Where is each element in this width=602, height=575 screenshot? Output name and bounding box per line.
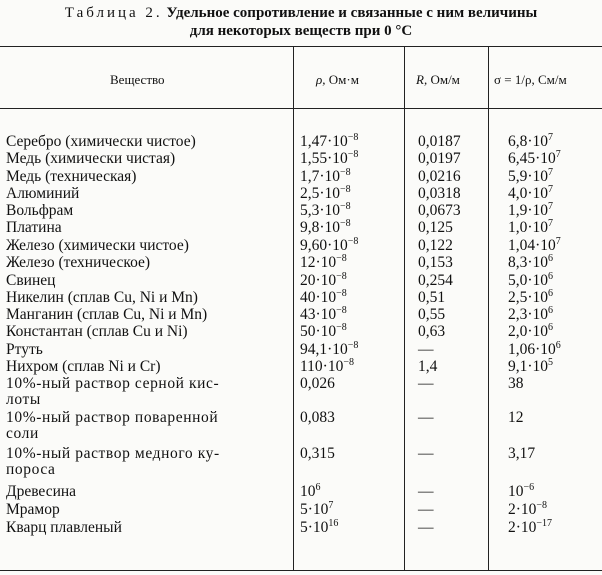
rho-value: 9,8·10 [300, 219, 341, 236]
substance-cell [6, 255, 290, 271]
column-divider-2 [404, 46, 405, 570]
substance-text: 10%-ный раствор поваренной [6, 409, 219, 426]
sigma-value: 2,3·10 [508, 306, 549, 323]
sigma-value: 1,9·10 [508, 202, 549, 219]
sigma-cell [508, 321, 554, 340]
rho-cell [300, 356, 354, 375]
r-cell: 0,0216 [418, 168, 461, 185]
substance-text: лоты [6, 391, 41, 408]
sigma-value: 1,06·10 [508, 341, 556, 358]
substance-cell [6, 484, 290, 500]
sigma-value: 2,0·10 [508, 323, 549, 340]
substance-text: Свинец [6, 272, 56, 289]
rho-cell [300, 183, 351, 202]
sigma-cell [508, 287, 554, 306]
sigma-cell [508, 339, 561, 358]
sigma-value: 1,0·10 [508, 219, 549, 236]
sigma-cell [508, 166, 554, 185]
rho-exponent: −8 [336, 321, 347, 333]
sigma-value: 4,0·10 [508, 185, 549, 202]
substance-text: Вольфрам [6, 202, 74, 219]
table-title-line1: Удельное сопротивление и связанные с ним величины [166, 5, 538, 21]
r-cell: — [418, 519, 434, 536]
rho-exponent: −8 [340, 183, 351, 195]
sigma-value: 2·10 [508, 501, 537, 518]
header-rho [316, 72, 359, 88]
sigma-cell [508, 410, 524, 426]
bottom-rule [0, 570, 602, 571]
rho-cell [300, 446, 335, 462]
sigma-cell [508, 270, 554, 289]
substance-text: Медь (химически чистая) [6, 150, 176, 167]
rho-value: 9,60·10 [300, 237, 348, 254]
sigma-cell [508, 481, 535, 500]
sigma-cell [508, 217, 554, 236]
substance-cell [6, 238, 290, 254]
rho-value: 1,55·10 [300, 150, 348, 167]
r-cell: 0,153 [418, 254, 453, 271]
rho-value: 94,1·10 [300, 341, 348, 358]
rho-cell [300, 304, 347, 323]
r-cell: — [418, 483, 434, 500]
sigma-cell [508, 235, 561, 254]
sigma-exponent: 6 [555, 339, 561, 351]
rho-value: 0,083 [300, 409, 335, 426]
rho-exponent: 6 [315, 481, 321, 493]
rho-value: 1,47·10 [300, 133, 348, 150]
header-rho-symbol: ρ, [316, 72, 326, 87]
substance-cell [6, 151, 290, 167]
rho-cell [300, 252, 347, 271]
rho-exponent: −8 [347, 235, 359, 247]
rho-cell [300, 287, 347, 306]
rho-cell [300, 200, 351, 219]
r-cell: 0,0673 [418, 202, 461, 219]
r-cell: 0,63 [418, 323, 446, 340]
rho-value: 1,7·10 [300, 168, 341, 185]
rho-exponent: −8 [336, 252, 347, 264]
substance-text: Медь (техническая) [6, 168, 137, 185]
r-cell: 0,0318 [418, 185, 461, 202]
substance-text: Никелин (сплав Cu, Ni и Mn) [6, 289, 198, 306]
rho-value: 5·10 [300, 519, 329, 536]
sigma-value: 1,04·10 [508, 237, 556, 254]
sigma-value: 3,17 [508, 445, 536, 462]
header-rho-unit: Ом·м [328, 72, 359, 87]
sigma-exponent: 6 [548, 287, 554, 299]
rho-value: 0,315 [300, 445, 335, 462]
r-cell: — [418, 445, 434, 462]
substance-cell [6, 134, 290, 150]
sigma-exponent: 6 [548, 252, 554, 264]
sigma-value: 8,3·10 [508, 254, 549, 271]
rho-exponent: −8 [347, 131, 359, 143]
rho-exponent: −8 [343, 356, 354, 368]
r-cell: — [418, 375, 434, 392]
sigma-exponent: 7 [555, 235, 561, 247]
substance-cell [6, 359, 290, 375]
rho-cell [300, 148, 359, 167]
rho-cell [300, 131, 359, 150]
sigma-cell [508, 148, 561, 167]
sigma-exponent: 7 [548, 183, 554, 195]
substance-text: Платина [6, 219, 62, 236]
sigma-value: 6,8·10 [508, 133, 549, 150]
substance-cell [6, 502, 290, 518]
sigma-value: 12 [508, 409, 524, 426]
rho-exponent: −8 [336, 270, 347, 282]
table-title-line2: для некоторых веществ при 0 °С [189, 23, 413, 39]
rho-value: 5·10 [300, 501, 329, 518]
header-r-unit: Ом/м [430, 72, 460, 87]
substance-cell [6, 169, 290, 185]
sigma-cell [508, 356, 554, 375]
substance-text: Кварц плавленый [6, 519, 122, 536]
substance-cell [6, 520, 290, 536]
substance-text: Железо (техническое) [6, 254, 151, 271]
sigma-cell [508, 304, 554, 323]
sigma-exponent: −17 [536, 517, 553, 529]
rho-cell [300, 217, 351, 236]
rho-value: 20·10 [300, 272, 337, 289]
substance-text: Нихром (сплав Ni и Cr) [6, 358, 161, 375]
sigma-value: 9,1·10 [508, 358, 549, 375]
sigma-cell [508, 131, 554, 150]
sigma-value: 5,0·10 [508, 272, 549, 289]
substance-text: соли [6, 425, 39, 442]
sigma-exponent: 6 [548, 304, 554, 316]
r-cell: 0,51 [418, 289, 446, 306]
sigma-exponent: 6 [548, 321, 554, 333]
rho-value: 2,5·10 [300, 185, 341, 202]
sigma-value: 10 [508, 483, 524, 500]
rho-cell [300, 499, 334, 518]
rho-cell [300, 235, 359, 254]
rho-cell [300, 339, 359, 358]
rho-cell [300, 270, 347, 289]
sigma-exponent: 5 [548, 356, 554, 368]
substance-text: Мрамор [6, 501, 60, 518]
sigma-exponent: 6 [548, 270, 554, 282]
rho-exponent: −8 [340, 166, 351, 178]
r-cell: 0,254 [418, 272, 453, 289]
sigma-cell [508, 252, 554, 271]
rho-value: 12·10 [300, 254, 337, 271]
rho-value: 50·10 [300, 323, 337, 340]
substance-text: Ртуть [6, 341, 43, 358]
r-cell: — [418, 341, 434, 358]
substance-cell [6, 307, 290, 323]
r-cell: — [418, 409, 434, 426]
rho-exponent: −8 [340, 217, 351, 229]
rho-exponent: −8 [340, 200, 351, 212]
header-rule [0, 108, 602, 109]
substance-text: пороса [6, 461, 56, 478]
substance-text: Железо (химически чистое) [6, 237, 189, 254]
table-caption [0, 4, 602, 40]
header-r [416, 72, 460, 88]
substance-cell [6, 342, 290, 358]
r-cell: 0,122 [418, 237, 453, 254]
r-cell: 0,125 [418, 219, 453, 236]
rho-exponent: 7 [328, 499, 334, 511]
sigma-value: 2,5·10 [508, 289, 549, 306]
rho-cell [300, 481, 321, 500]
rho-cell [300, 517, 339, 536]
rho-value: 110·10 [300, 358, 344, 375]
column-divider-1 [293, 46, 294, 570]
substance-cell [6, 186, 290, 202]
sigma-exponent: 7 [548, 131, 554, 143]
sigma-exponent: −8 [536, 499, 548, 511]
r-cell: 1,4 [418, 358, 438, 375]
rho-value: 5,3·10 [300, 202, 341, 219]
sigma-value: 5,9·10 [508, 168, 549, 185]
rho-exponent: −8 [336, 287, 347, 299]
rho-cell [300, 376, 335, 392]
header-r-symbol: R, [416, 72, 428, 87]
sigma-value: 6,45·10 [508, 150, 556, 167]
r-cell: 0,0187 [418, 133, 461, 150]
sigma-value: 2·10 [508, 519, 537, 536]
substance-text: Константан (сплав Cu и Ni) [6, 323, 188, 340]
r-cell: 0,0197 [418, 150, 461, 167]
sigma-cell [508, 517, 553, 536]
rho-cell [300, 166, 351, 185]
r-cell: 0,55 [418, 306, 446, 323]
substance-cell [6, 410, 290, 442]
sigma-exponent: −6 [523, 481, 535, 493]
substance-cell [6, 290, 290, 306]
column-divider-3 [488, 46, 489, 570]
substance-text: 10%-ный раствор серной кис- [6, 375, 220, 392]
substance-text: Серебро (химически чистое) [6, 133, 196, 150]
rho-cell [300, 410, 335, 426]
rho-cell [300, 321, 347, 340]
sigma-cell [508, 200, 554, 219]
substance-cell [6, 324, 290, 340]
header-substance: Вещество [110, 72, 165, 87]
rho-value: 0,026 [300, 375, 335, 392]
rho-exponent: 16 [328, 517, 339, 529]
sigma-exponent: 7 [555, 148, 561, 160]
rho-exponent: −8 [336, 304, 347, 316]
substance-text: Манганин (сплав Cu, Ni и Mn) [6, 306, 208, 323]
table-label: Таблица 2. [64, 5, 163, 21]
sigma-cell [508, 499, 548, 518]
substance-cell [6, 203, 290, 219]
substance-text: 10%-ный раствор медного ку- [6, 445, 220, 462]
substance-text: Алюминий [6, 185, 80, 202]
rho-value: 43·10 [300, 306, 337, 323]
top-rule [0, 46, 602, 47]
substance-cell [6, 220, 290, 236]
r-cell: — [418, 501, 434, 518]
sigma-exponent: 7 [548, 200, 554, 212]
sigma-value: 38 [508, 375, 524, 392]
sigma-exponent: 7 [548, 166, 554, 178]
header-sigma: σ = 1/ρ, См/м [494, 72, 567, 87]
sigma-cell [508, 376, 524, 392]
rho-value: 40·10 [300, 289, 337, 306]
sigma-exponent: 7 [548, 217, 554, 229]
sigma-cell [508, 183, 554, 202]
substance-cell [6, 273, 290, 289]
rho-exponent: −8 [347, 339, 359, 351]
substance-text: Древесина [6, 483, 77, 500]
rho-exponent: −8 [347, 148, 359, 160]
substance-cell [6, 446, 290, 478]
substance-cell [6, 376, 290, 408]
sigma-cell [508, 446, 535, 462]
rho-value: 10 [300, 483, 316, 500]
